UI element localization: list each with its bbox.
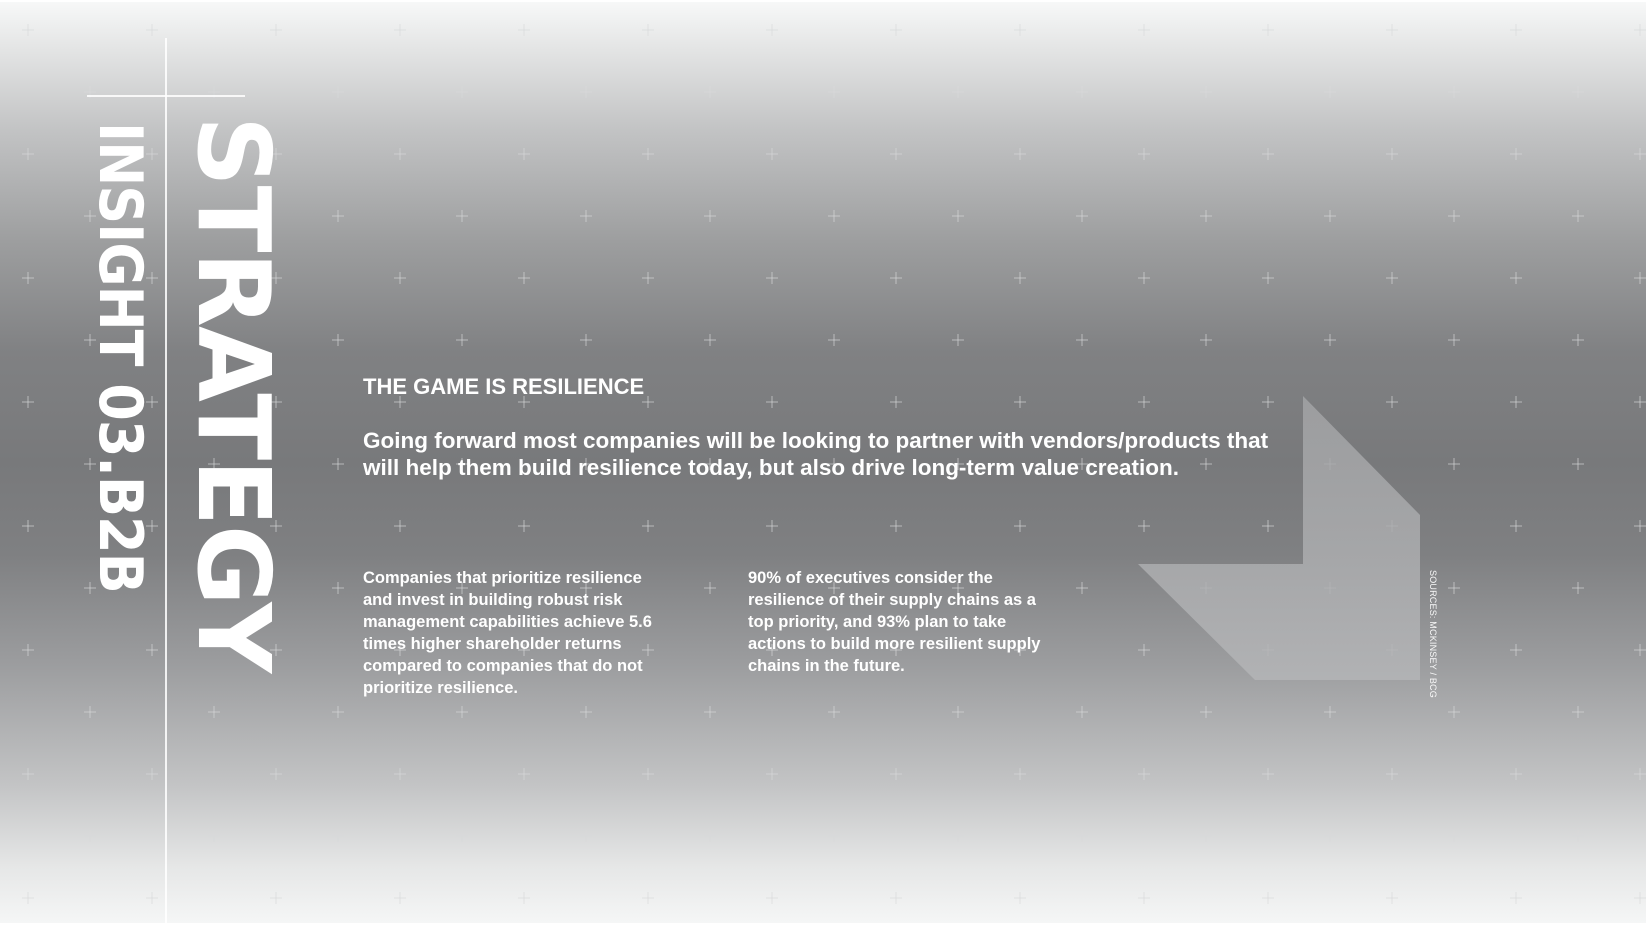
grid-crosshair-mark (1510, 644, 1522, 656)
grid-crosshair-mark (1324, 86, 1336, 98)
grid-crosshair-mark (332, 458, 344, 470)
grid-crosshair-mark (828, 706, 840, 718)
grid-crosshair-mark (22, 148, 34, 160)
grid-crosshair-mark (952, 830, 964, 842)
grid-crosshair-mark (1510, 892, 1522, 904)
grid-crosshair-mark (828, 334, 840, 346)
grid-crosshair-mark (146, 644, 158, 656)
grid-crosshair-mark (704, 210, 716, 222)
grid-crosshair-mark (332, 86, 344, 98)
grid-crosshair-mark (84, 706, 96, 718)
grid-crosshair-mark (828, 86, 840, 98)
grid-crosshair-mark (766, 24, 778, 36)
grid-crosshair-mark (766, 272, 778, 284)
grid-crosshair-mark (1634, 272, 1646, 284)
grid-crosshair-mark (518, 520, 530, 532)
grid-crosshair-mark (890, 272, 902, 284)
grid-crosshair-mark (270, 892, 282, 904)
grid-crosshair-mark (1386, 892, 1398, 904)
grid-crosshair-mark (394, 24, 406, 36)
grid-crosshair-mark (1200, 334, 1212, 346)
grid-crosshair-mark (1324, 210, 1336, 222)
grid-crosshair-mark (332, 582, 344, 594)
grid-crosshair-mark (580, 86, 592, 98)
grid-crosshair-mark (580, 706, 592, 718)
grid-crosshair-mark (704, 706, 716, 718)
grid-crosshair-mark (1448, 458, 1460, 470)
grid-crosshair-mark (1138, 148, 1150, 160)
grid-crosshair-mark (1448, 830, 1460, 842)
grid-crosshair-mark (952, 334, 964, 346)
grid-crosshair-mark (766, 148, 778, 160)
grid-crosshair-mark (766, 892, 778, 904)
grid-crosshair-mark (1386, 148, 1398, 160)
grid-crosshair-mark (1572, 210, 1584, 222)
grid-crosshair-mark (1014, 272, 1026, 284)
grid-crosshair-mark (704, 582, 716, 594)
vertical-divider (165, 38, 167, 923)
grid-crosshair-mark (332, 830, 344, 842)
grid-crosshair-mark (456, 86, 468, 98)
grid-crosshair-mark (146, 24, 158, 36)
grid-crosshair-mark (1634, 24, 1646, 36)
grid-crosshair-mark (1014, 24, 1026, 36)
grid-crosshair-mark (890, 892, 902, 904)
grid-crosshair-mark (1448, 86, 1460, 98)
grid-crosshair-mark (1262, 768, 1274, 780)
grid-crosshair-mark (456, 706, 468, 718)
grid-crosshair-mark (394, 148, 406, 160)
grid-crosshair-mark (1386, 272, 1398, 284)
grid-crosshair-mark (952, 706, 964, 718)
grid-crosshair-mark (1448, 706, 1460, 718)
grid-crosshair-mark (1200, 830, 1212, 842)
grid-crosshair-mark (1138, 768, 1150, 780)
grid-crosshair-mark (270, 24, 282, 36)
grid-crosshair-mark (1572, 830, 1584, 842)
grid-crosshair-mark (1076, 210, 1088, 222)
grid-crosshair-mark (332, 706, 344, 718)
grid-crosshair-mark (208, 830, 220, 842)
grid-crosshair-mark (394, 892, 406, 904)
grid-crosshair-mark (1572, 334, 1584, 346)
grid-crosshair-mark (22, 24, 34, 36)
grid-crosshair-mark (1324, 830, 1336, 842)
grid-crosshair-mark (1634, 148, 1646, 160)
slide (0, 2, 1646, 923)
horizontal-divider (87, 95, 245, 97)
grid-crosshair-mark (1634, 520, 1646, 532)
grid-crosshair-mark (1448, 334, 1460, 346)
grid-crosshair-mark (22, 272, 34, 284)
grid-crosshair-mark (828, 830, 840, 842)
grid-crosshair-mark (890, 396, 902, 408)
grid-crosshair-mark (1262, 148, 1274, 160)
grid-crosshair-mark (518, 892, 530, 904)
grid-crosshair-mark (456, 830, 468, 842)
grid-crosshair-mark (1386, 768, 1398, 780)
grid-crosshair-mark (518, 24, 530, 36)
grid-crosshair-mark (642, 24, 654, 36)
grid-crosshair-mark (1634, 768, 1646, 780)
grid-crosshair-mark (146, 768, 158, 780)
category-title: STRATEGY (175, 116, 292, 673)
grid-crosshair-mark (22, 768, 34, 780)
grid-crosshair-mark (1572, 458, 1584, 470)
grid-crosshair-mark (1324, 334, 1336, 346)
grid-crosshair-mark (456, 334, 468, 346)
grid-crosshair-mark (22, 396, 34, 408)
grid-crosshair-mark (766, 396, 778, 408)
grid-crosshair-mark (22, 520, 34, 532)
grid-crosshair-mark (1138, 272, 1150, 284)
lead-paragraph: Going forward most companies will be looking to partner with vendors/products that will help them build resilience today, but also drive long-term value creation. (363, 428, 1269, 480)
arrow-shape (1138, 396, 1420, 680)
grid-crosshair-mark (642, 148, 654, 160)
grid-crosshair-mark (1448, 582, 1460, 594)
grid-crosshair-mark (456, 210, 468, 222)
grid-crosshair-mark (208, 706, 220, 718)
grid-crosshair-mark (1324, 706, 1336, 718)
grid-crosshair-mark (1262, 892, 1274, 904)
grid-crosshair-mark (1634, 892, 1646, 904)
section-heading: THE GAME IS RESILIENCE (363, 374, 645, 399)
grid-crosshair-mark (1138, 892, 1150, 904)
grid-crosshair-mark (766, 768, 778, 780)
grid-crosshair-mark (1200, 86, 1212, 98)
grid-crosshair-mark (1014, 892, 1026, 904)
insight-code: INSIGHT 03.B2B (85, 122, 155, 593)
grid-crosshair-mark (1138, 24, 1150, 36)
grid-crosshair-mark (890, 148, 902, 160)
grid-crosshair-mark (1572, 86, 1584, 98)
grid-crosshair-mark (518, 272, 530, 284)
grid-crosshair-mark (580, 210, 592, 222)
grid-crosshair-mark (890, 24, 902, 36)
grid-crosshair-mark (1262, 272, 1274, 284)
grid-crosshair-mark (1510, 768, 1522, 780)
grid-crosshair-mark (1510, 148, 1522, 160)
grid-crosshair-mark (22, 892, 34, 904)
grid-crosshair-mark (1634, 644, 1646, 656)
grid-crosshair-mark (1510, 396, 1522, 408)
grid-crosshair-mark (1510, 24, 1522, 36)
arrow-down-left-icon (1130, 396, 1425, 681)
grid-crosshair-mark (890, 768, 902, 780)
grid-crosshair-mark (22, 644, 34, 656)
grid-crosshair-mark (642, 272, 654, 284)
grid-crosshair-mark (332, 334, 344, 346)
grid-crosshair-mark (518, 148, 530, 160)
grid-crosshair-mark (642, 892, 654, 904)
grid-crosshair-mark (1386, 24, 1398, 36)
grid-crosshair-mark (1510, 520, 1522, 532)
grid-crosshair-mark (270, 768, 282, 780)
grid-crosshair-mark (952, 86, 964, 98)
sources-note: SOURCES: MCKINSEY / BCG (1428, 570, 1438, 698)
grid-crosshair-mark (1200, 706, 1212, 718)
grid-crosshair-mark (890, 520, 902, 532)
grid-crosshair-mark (1510, 272, 1522, 284)
grid-crosshair-mark (146, 892, 158, 904)
grid-crosshair-mark (1076, 86, 1088, 98)
grid-crosshair-mark (1572, 582, 1584, 594)
grid-crosshair-mark (84, 830, 96, 842)
grid-crosshair-mark (332, 210, 344, 222)
stat-paragraph-left: Companies that prioritize resilience and invest in building robust risk management capabilities achieve 5.6 times higher shareholder returns compared to companies that do not prioritize resilience. (363, 569, 652, 697)
grid-crosshair-mark (952, 210, 964, 222)
grid-crosshair-mark (828, 210, 840, 222)
grid-crosshair-mark (518, 768, 530, 780)
grid-crosshair-mark (642, 768, 654, 780)
grid-crosshair-mark (580, 334, 592, 346)
grid-crosshair-mark (704, 334, 716, 346)
grid-crosshair-mark (1014, 396, 1026, 408)
grid-crosshair-mark (1634, 396, 1646, 408)
grid-crosshair-mark (394, 768, 406, 780)
grid-crosshair-mark (1014, 768, 1026, 780)
grid-crosshair-mark (1572, 706, 1584, 718)
stat-paragraph-right: 90% of executives consider the resilience of their supply chains as a top priority, and 93% plan to take actions to build more resilient supply chains in the future. (748, 569, 1041, 675)
grid-crosshair-mark (1262, 24, 1274, 36)
grid-crosshair-mark (394, 272, 406, 284)
grid-crosshair-mark (1076, 830, 1088, 842)
grid-crosshair-mark (1076, 334, 1088, 346)
grid-crosshair-mark (1014, 148, 1026, 160)
grid-crosshair-mark (1076, 706, 1088, 718)
grid-crosshair-mark (580, 830, 592, 842)
grid-crosshair-mark (1200, 210, 1212, 222)
grid-crosshair-mark (766, 520, 778, 532)
grid-crosshair-mark (704, 830, 716, 842)
grid-crosshair-mark (1448, 210, 1460, 222)
grid-crosshair-mark (642, 520, 654, 532)
grid-crosshair-mark (704, 86, 716, 98)
grid-crosshair-mark (1014, 520, 1026, 532)
grid-crosshair-mark (1076, 582, 1088, 594)
grid-crosshair-mark (394, 520, 406, 532)
